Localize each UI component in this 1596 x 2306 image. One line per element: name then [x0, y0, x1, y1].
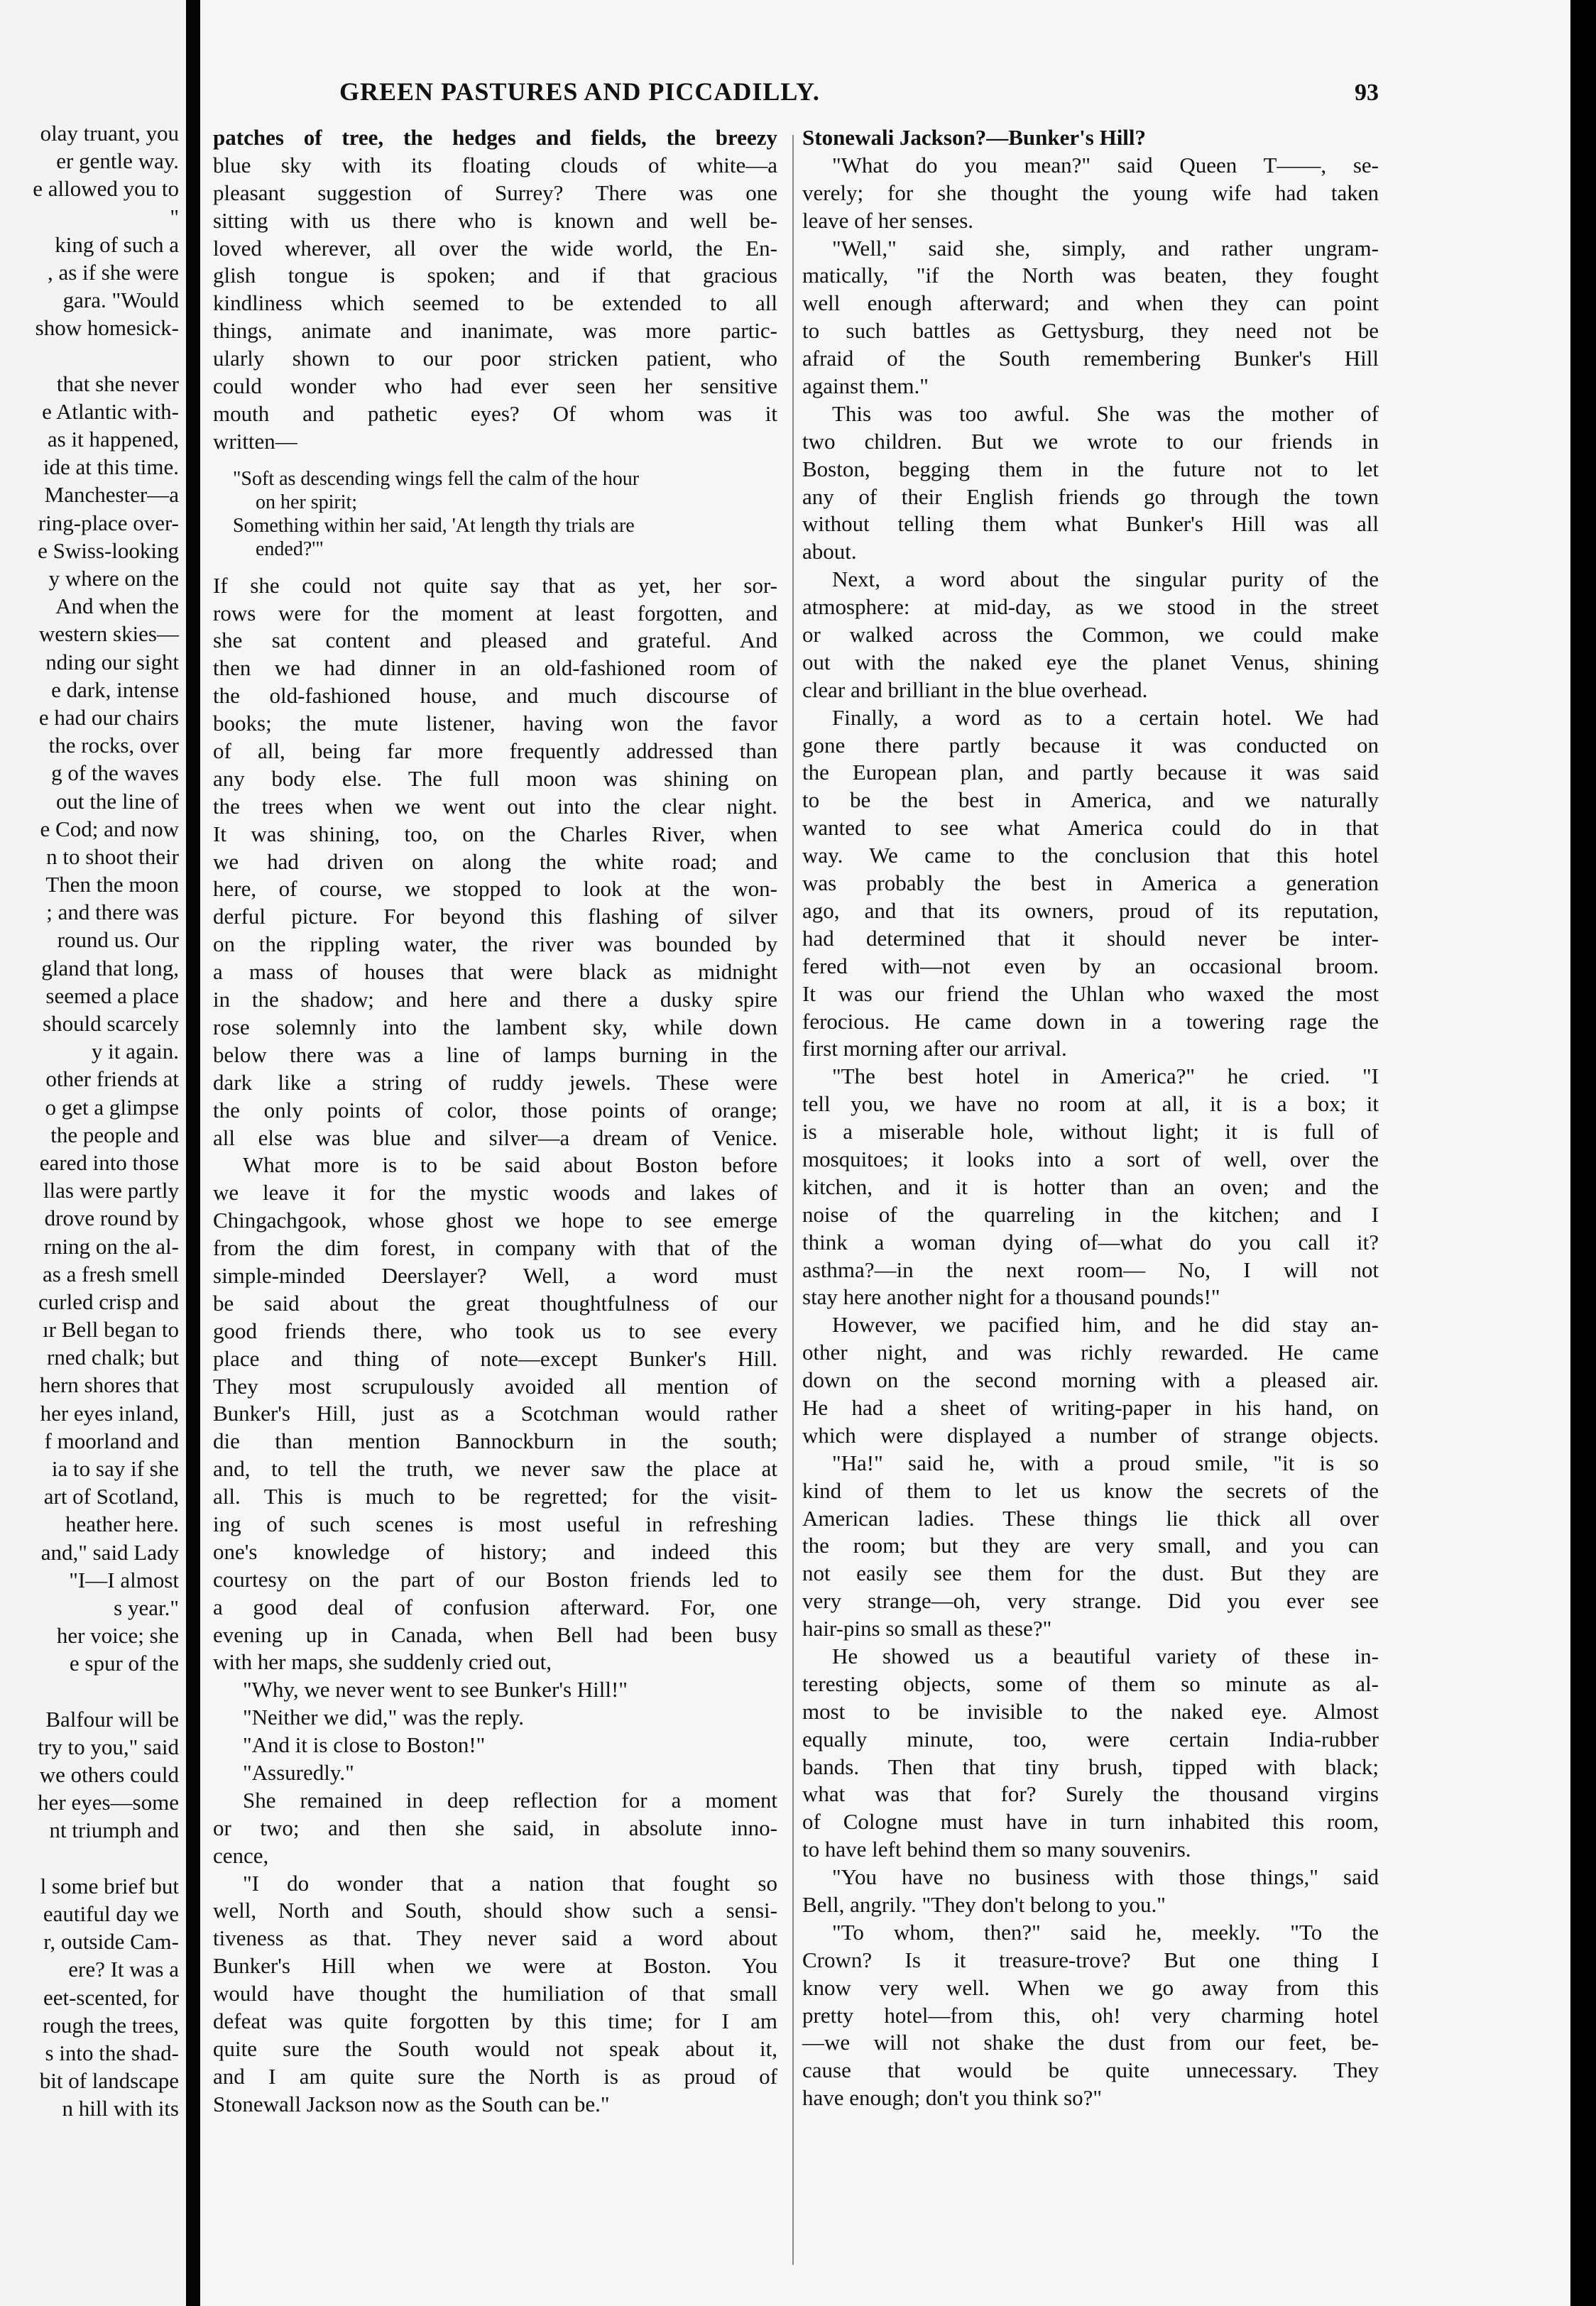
previous-page-line: e allowed you to	[33, 176, 179, 202]
previous-page-line: heather here.	[65, 1512, 179, 1537]
text-line: "You have no business with those things," said	[832, 1864, 1379, 1890]
text-line: two children. But we wrote to our friends in	[802, 428, 1379, 454]
text-line: It was shining, too, on the Charles River, when	[213, 821, 777, 846]
book-gutter	[186, 0, 200, 2306]
previous-page-line: other friends at	[45, 1066, 179, 1092]
text-line: written—	[213, 428, 297, 454]
text-line: They most scrupulously avoided all mention of	[213, 1373, 777, 1399]
text-line: Bell, angrily. "They don't belong to you."	[802, 1892, 1166, 1917]
previous-page-line: bit of landscape	[39, 2068, 179, 2094]
text-line: all. This is much to be regretted; for the visit-	[213, 1484, 777, 1509]
text-line: all else was blue and silver—a dream of Venice.	[213, 1125, 777, 1150]
text-line: derful picture. For beyond this flashing of silver	[213, 904, 777, 929]
previous-page-line: Balfour will be	[45, 1706, 179, 1732]
previous-page-line: n to shoot their	[46, 843, 179, 869]
text-line: well, North and South, should show such a sensi-	[213, 1898, 777, 1923]
text-line: Stonewali Jackson?—Bunker's Hill?	[802, 125, 1147, 150]
text-line: "To whom, then?" said he, meekly. "To the	[832, 1919, 1379, 1945]
page-number: 93	[1355, 80, 1379, 106]
text-line: well enough afterward; and when they can point	[802, 290, 1379, 316]
previous-page-line: s into the shad-	[45, 2040, 179, 2065]
text-line: down on the second morning with a pleased air.	[802, 1367, 1379, 1393]
text-line: about.	[802, 539, 857, 564]
text-line: then we had dinner in an old-fashioned room of	[213, 655, 777, 681]
text-line: "Well," said she, simply, and rather ungram-	[832, 235, 1379, 261]
text-line: teresting objects, some of them so minute as al-	[802, 1671, 1379, 1696]
previous-page-line: the people and	[50, 1122, 179, 1147]
previous-page-line: curled crisp and	[38, 1289, 179, 1314]
verse-line: ended?'"	[256, 537, 324, 560]
text-line: cause that would be quite unnecessary. They	[802, 2058, 1379, 2083]
text-line: hair-pins so small as these?"	[802, 1616, 1052, 1641]
text-line: Crown? Is it treasure-trove? But one thing I	[802, 1947, 1379, 1972]
previous-page-line: rned chalk; but	[47, 1345, 179, 1370]
previous-page-line: eared into those	[39, 1149, 179, 1175]
text-line: is a miserable hole, without light; it is full of	[802, 1119, 1379, 1144]
text-line: Next, a word about the singular purity of the	[832, 567, 1379, 592]
text-line: was probably the best in America a generation	[802, 870, 1379, 896]
text-line: Stonewall Jackson now as the South can be."	[213, 2091, 610, 2116]
previous-page-line	[0, 1845, 179, 1872]
text-line: which were displayed a number of strange objects.	[802, 1422, 1379, 1448]
previous-page-line: eautiful day we	[43, 1901, 179, 1926]
text-line: defeat was quite forgotten by this time; for I am	[213, 2009, 777, 2033]
text-line: cence,	[213, 1842, 269, 1868]
previous-page-line: e dark, intense	[51, 677, 179, 702]
previous-page-line: eet-scented, for	[43, 1984, 179, 2010]
previous-page-line: ere? It was a	[68, 1957, 179, 1982]
previous-page-line: art of Scotland,	[43, 1484, 179, 1509]
text-line: things, animate and inanimate, was more partic-	[213, 318, 777, 344]
text-line: pleasant suggestion of Surrey? There was one	[213, 180, 777, 205]
previous-page-line	[0, 1678, 179, 1705]
text-line: courtesy on the part of our Boston friends led to	[213, 1566, 777, 1592]
text-line: mosquitoes; it looks into a sort of well, over the	[802, 1146, 1379, 1171]
previous-page-line: seemed a place	[45, 983, 179, 1008]
text-line: asthma?—in the next room— No, I will not	[802, 1257, 1379, 1282]
previous-page-line: the rocks, over	[48, 733, 179, 758]
running-title: GREEN PASTURES AND PICCADILLY.	[339, 77, 820, 106]
verse-line: on her spirit;	[256, 491, 358, 513]
spacer	[213, 456, 777, 467]
text-line: kind of them to let us know the secrets of the	[802, 1477, 1379, 1503]
text-line: He showed us a beautiful variety of these in-	[832, 1643, 1379, 1668]
text-line: to have left behind them so many souvenirs.	[802, 1837, 1191, 1862]
text-line: here, of course, we stopped to look at the won-	[213, 876, 777, 902]
previous-page-line: Then the moon	[45, 872, 179, 897]
text-line: verely; for she thought the young wife had taken	[802, 180, 1379, 205]
previous-page-line: ; and there was	[46, 900, 179, 925]
text-line: evening up in Canada, when Bell had been busy	[213, 1622, 777, 1647]
text-line: any of their English friends go through the town	[802, 483, 1379, 509]
previous-page-line: "I—I almost	[69, 1567, 179, 1592]
text-line: "The best hotel in America?" he cried. "I	[832, 1064, 1379, 1089]
text-line: on the rippling water, the river was bounded by	[213, 931, 777, 957]
text-line: stay here another night for a thousand pounds!"	[802, 1284, 1220, 1310]
previous-page-line: gland that long,	[41, 955, 179, 980]
previous-page-line: gara. "Would	[62, 288, 179, 313]
previous-page-line: as a fresh smell	[43, 1261, 179, 1286]
previous-page-line: y where on the	[48, 566, 179, 591]
verse-line: Something within her said, 'At length thy trials are	[233, 514, 635, 537]
text-line: patches of tree, the hedges and fields, the breezy	[213, 125, 777, 150]
text-line: kindliness which seemed to be extended to all	[213, 290, 777, 316]
text-line: tell you, we have no room at all, it is a box; it	[802, 1091, 1379, 1117]
text-line: "What do you mean?" said Queen T——, se-	[832, 152, 1379, 177]
text-line: would have thought the humiliation of that small	[213, 1981, 777, 2006]
previous-page-line: rough the trees,	[43, 2012, 179, 2038]
previous-page-line: Manchester—a	[44, 482, 179, 508]
text-line: "Neither we did," was the reply.	[243, 1705, 525, 1730]
spacer	[213, 561, 777, 572]
text-line: way. We came to the conclusion that this hotel	[802, 843, 1379, 868]
text-line: against them."	[802, 373, 929, 399]
text-line: and I am quite sure the North is as proud of	[213, 2063, 777, 2089]
previous-page-line: and," said Lady	[40, 1539, 179, 1565]
previous-page-line: nding our sight	[45, 649, 179, 674]
text-line: the only points of color, those points of orange;	[213, 1097, 777, 1122]
text-line: or two; and then she said, in absolute inno-	[213, 1815, 777, 1840]
text-line: matically, "if the North was beaten, they fought	[802, 263, 1379, 288]
text-line: sitting with us there who is known and well be-	[213, 207, 777, 233]
previous-page-line: r, outside Cam-	[43, 1929, 179, 1955]
text-line: "I do wonder that a nation that fought so	[243, 1870, 777, 1896]
previous-page-line: king of such a	[55, 231, 179, 257]
text-line: leave of her senses.	[802, 207, 974, 233]
text-line: What more is to be said about Boston before	[243, 1152, 777, 1178]
text-line: and, to tell the truth, we never saw the place at	[213, 1456, 777, 1482]
text-line: bands. Then that tiny brush, tipped with black;	[802, 1754, 1379, 1779]
previous-page-line: llas were partly	[43, 1178, 179, 1203]
text-line: from the dim forest, in company with that of the	[213, 1235, 777, 1261]
text-line: of all, being far more frequently addressed than	[213, 738, 777, 764]
text-line: Bunker's Hill, just as a Scotchman would rather	[213, 1401, 777, 1426]
text-line: loved wherever, all over the wide world, the En-	[213, 235, 777, 261]
text-line: "Ha!" said he, with a proud smile, "it is so	[832, 1450, 1379, 1475]
text-line: Finally, a word as to a certain hotel. We had	[832, 704, 1379, 730]
text-line: below there was a line of lamps burning in the	[213, 1042, 777, 1067]
text-line: gone there partly because it was conducted on	[802, 732, 1379, 758]
text-line: tiveness as that. They never said a word about	[213, 1925, 777, 1951]
scan-border	[1570, 0, 1596, 2306]
previous-page-line: round us. Our	[57, 927, 179, 953]
text-line: think a woman dying of—what do you call it?	[802, 1229, 1379, 1255]
previous-page-line: s year."	[114, 1595, 179, 1620]
previous-page-line: ia to say if she	[51, 1456, 179, 1481]
right-text-column	[802, 124, 1379, 2112]
text-line: Chingachgook, whose ghost we hope to see emerge	[213, 1208, 777, 1233]
text-line: the trees when we went out into the clear night.	[213, 793, 777, 819]
previous-page-line: n hill with its	[62, 2096, 179, 2121]
text-line: —we will not shake the dust from our feet, be-	[802, 2030, 1379, 2055]
previous-page-line: e spur of the	[69, 1651, 179, 1676]
text-line: with her maps, she suddenly cried out,	[213, 1649, 552, 1675]
previous-page-line: And when the	[55, 594, 179, 619]
text-line: mouth and pathetic eyes? Of whom was it	[213, 400, 777, 426]
previous-page-line: er gentle way.	[56, 148, 179, 174]
previous-page-line: as it happened,	[47, 427, 179, 452]
left-text-column	[213, 124, 777, 2119]
previous-page-text-column	[0, 119, 179, 2123]
text-line: He had a sheet of writing-paper in his hand, on	[802, 1394, 1379, 1420]
text-line: one's knowledge of history; and indeed this	[213, 1539, 777, 1564]
text-line: She remained in deep reflection for a moment	[243, 1787, 777, 1813]
previous-page-line: show homesick-	[35, 315, 179, 341]
text-line: rows were for the moment at least forgotten, and	[213, 600, 777, 625]
previous-page-line: ring-place over-	[38, 510, 179, 535]
text-line: to be the best in America, and we naturally	[802, 787, 1379, 813]
previous-page-line: rning on the al-	[43, 1233, 179, 1259]
text-line: blue sky with its floating clouds of white—a	[213, 152, 777, 177]
previous-page-line: e Atlantic with-	[42, 398, 179, 424]
previous-page-line: , as if she were	[47, 259, 179, 285]
previous-page-line: should scarcely	[43, 1011, 179, 1036]
text-line: ularly shown to our poor stricken patient, who	[213, 346, 777, 371]
previous-page-line: y it again.	[91, 1039, 179, 1064]
text-line: ago, and that its owners, proud of its reputation,	[802, 897, 1379, 923]
text-line: what was that for? Surely the thousand virgins	[802, 1781, 1379, 1807]
text-line: glish tongue is spoken; and if that gracious	[213, 263, 777, 288]
text-line: noise of the quarreling in the kitchen; and I	[802, 1201, 1379, 1227]
previous-page-line: e had our chairs	[38, 704, 179, 730]
text-line: place and thing of note—except Bunker's Hill.	[213, 1345, 777, 1371]
text-line: out with the naked eye the planet Venus, shining	[802, 649, 1379, 674]
previous-page-line: nt triumph and	[49, 1818, 179, 1843]
text-line: atmosphere: at mid-day, as we stood in the street	[802, 594, 1379, 620]
text-line: good friends there, who took us to see every	[213, 1318, 777, 1343]
text-line: most to be invisible to the naked eye. Almost	[802, 1698, 1379, 1724]
text-line: could wonder who had ever seen her sensitive	[213, 373, 777, 399]
text-line: a mass of houses that were black as midnight	[213, 959, 777, 985]
previous-page-line: ır Bell began to	[43, 1317, 179, 1343]
previous-page-line: we others could	[39, 1762, 179, 1788]
previous-page-line: o get a glimpse	[45, 1094, 179, 1120]
previous-page-line: f moorland and	[44, 1428, 179, 1453]
text-line: she sat content and pleased and grateful. And	[213, 628, 777, 653]
text-line: "And it is close to Boston!"	[243, 1732, 486, 1758]
text-line: or walked across the Common, we could make	[802, 622, 1379, 647]
text-line: dark like a string of ruddy jewels. These were	[213, 1069, 777, 1095]
text-line: books; the mute listener, having won the favor	[213, 711, 777, 736]
previous-page-line: e Swiss-looking	[38, 537, 179, 563]
text-line: Bunker's Hill when we were at Boston. You	[213, 1953, 777, 1979]
text-line: the room; but they are very small, and you can	[802, 1533, 1379, 1558]
text-line: quite sure the South would not speak about it,	[213, 2035, 777, 2061]
text-line: pretty hotel—from this, oh! very charming hotel	[802, 2002, 1379, 2028]
text-line: in the shadow; and here and there a dusky spire	[213, 987, 777, 1012]
text-line: Boston, begging them in the future not to let	[802, 456, 1379, 481]
text-line: be said about the great thoughtfulness of our	[213, 1290, 777, 1316]
text-line: we leave it for the mystic woods and lakes of	[213, 1180, 777, 1206]
text-line: clear and brilliant in the blue overhead.	[802, 677, 1148, 702]
text-line: know very well. When we go away from this	[802, 1974, 1379, 2000]
previous-page-line: hern shores that	[39, 1372, 179, 1398]
previous-page-line: ide at this time.	[43, 454, 179, 480]
text-line: wanted to see what America could do in that	[802, 815, 1379, 841]
text-line: without telling them what Bunker's Hill was all	[802, 511, 1379, 537]
previous-page-line: out the line of	[55, 788, 179, 814]
previous-page-line: e Cod; and now	[40, 816, 179, 841]
text-line: American ladies. These things lie thick all over	[802, 1505, 1379, 1531]
previous-page-line: her voice; she	[56, 1623, 179, 1649]
previous-page-line: g of the waves	[51, 760, 179, 786]
text-line: any body else. The full moon was shining on	[213, 765, 777, 791]
text-line: other night, and was richly rewarded. He came	[802, 1340, 1379, 1365]
previous-page-line	[0, 342, 179, 370]
previous-page-line: drove round by	[44, 1206, 179, 1231]
text-line: have enough; don't you think so?"	[802, 2085, 1103, 2111]
text-line: kitchen, and it is hotter than an oven; and the	[802, 1174, 1379, 1199]
text-line: equally minute, too, were certain India-rubber	[802, 1726, 1379, 1752]
text-line: "Why, we never went to see Bunker's Hill!"	[243, 1677, 628, 1703]
text-line: "Assuredly."	[243, 1759, 354, 1785]
verse-line: "Soft as descending wings fell the calm of the hour	[233, 467, 640, 490]
previous-page-line: "	[170, 204, 179, 229]
text-line: rose solemnly into the lambent sky, while down	[213, 1014, 777, 1039]
text-line: simple-minded Deerslayer? Well, a word must	[213, 1262, 777, 1288]
text-line: we had driven on along the white road; and	[213, 848, 777, 874]
text-line: afraid of the South remembering Bunker's Hill	[802, 346, 1379, 371]
previous-page-line: that she never	[56, 371, 179, 396]
text-line: ing of such scenes is most useful in refreshing	[213, 1511, 777, 1536]
previous-page-line: her eyes inland,	[40, 1400, 179, 1426]
text-line: die than mention Bannockburn in the south;	[213, 1428, 777, 1454]
text-line: This was too awful. She was the mother of	[832, 400, 1379, 426]
text-line: If she could not quite say that as yet, her sor-	[213, 572, 777, 598]
previous-page-line: l some brief but	[40, 1873, 179, 1898]
text-line: the European plan, and partly because it was said	[802, 760, 1379, 785]
text-line: It was our friend the Uhlan who waxed the most	[802, 980, 1379, 1006]
text-line: However, we pacified him, and he did stay an-	[832, 1312, 1379, 1338]
previous-page-line: try to you," said	[38, 1734, 179, 1759]
text-line: the old-fashioned house, and much discourse of	[213, 683, 777, 709]
text-line: a good deal of confusion afterward. For, one	[213, 1594, 777, 1619]
previous-page-edge	[0, 0, 186, 2306]
text-line: fered with—not even by an occasional broom.	[802, 953, 1379, 978]
previous-page-line: olay truant, you	[40, 121, 179, 146]
column-divider	[792, 135, 794, 2265]
previous-page-line: western skies—	[38, 621, 179, 647]
text-line: had determined that it should never be inter-	[802, 925, 1379, 951]
text-line: not easily see them for the dust. But they are	[802, 1561, 1379, 1586]
text-line: ferocious. He came down in a towering rage the	[802, 1008, 1379, 1034]
text-line: to such battles as Gettysburg, they need not be	[802, 318, 1379, 344]
previous-page-line: her eyes—some	[38, 1790, 179, 1815]
text-line: first morning after our arrival.	[802, 1036, 1067, 1061]
text-line: of Cologne must have in turn inhabited this room,	[802, 1809, 1379, 1835]
text-line: very strange—oh, very strange. Did you ever see	[802, 1588, 1379, 1614]
